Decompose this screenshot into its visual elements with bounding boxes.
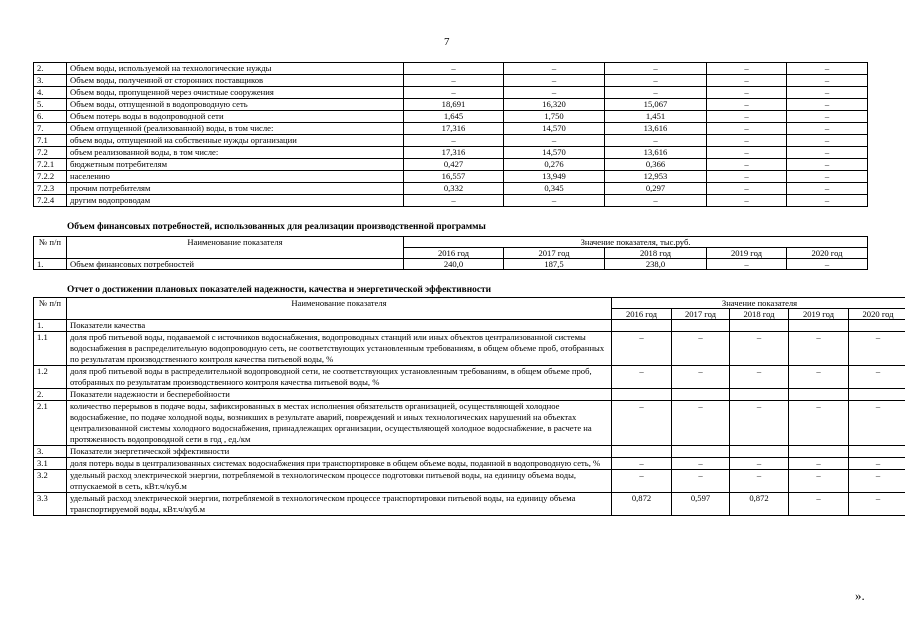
- indicator-name: Объем финансовых потребностей: [67, 259, 404, 270]
- row-number: 1.2: [34, 366, 67, 389]
- col-values-header: Значение показателя: [612, 298, 905, 309]
- row-number: 2.: [34, 63, 67, 75]
- section-row: [34, 446, 905, 458]
- col-num-header: № п/п: [34, 298, 67, 320]
- table-row: [34, 63, 868, 75]
- value-2018: 13,616: [605, 147, 707, 159]
- table-row: [34, 147, 868, 159]
- value-2017: –: [672, 401, 730, 446]
- table-row: [34, 195, 868, 207]
- row-number: 7.1: [34, 135, 67, 147]
- indicator-name: объем воды, отпущенной на собственные нужды организации: [67, 135, 404, 147]
- row-number: 1.: [34, 320, 67, 332]
- value-2020: –: [787, 147, 868, 159]
- value-2020: –: [849, 366, 905, 389]
- value-2020: –: [787, 75, 868, 87]
- year-header: 2017 год: [504, 248, 605, 259]
- empty-cell: [789, 446, 849, 458]
- section-row: [34, 320, 905, 332]
- value-2019: –: [707, 111, 787, 123]
- value-2017: 16,320: [504, 99, 605, 111]
- empty-cell: [730, 320, 789, 332]
- value-2016: –: [404, 195, 504, 207]
- value-2018: –: [730, 401, 789, 446]
- row-number: 7.2.4: [34, 195, 67, 207]
- value-2020: –: [787, 99, 868, 111]
- indicator-name: Объем воды, полученной от сторонних поставщиков: [67, 75, 404, 87]
- row-number: 3.3: [34, 493, 67, 516]
- value-2018: 13,616: [605, 123, 707, 135]
- table-row: [34, 135, 868, 147]
- year-header: 2018 год: [730, 309, 789, 320]
- indicator-name: доля потерь воды в централизованных системах водоснабжения при транспортировке в общем объеме воды, поданной в водопроводную сеть, %: [67, 458, 612, 470]
- value-2018: –: [730, 332, 789, 366]
- value-2018: 0,366: [605, 159, 707, 171]
- table-row: [34, 171, 868, 183]
- value-2019: –: [789, 493, 849, 516]
- closing-quote-mark: ».: [855, 588, 865, 603]
- value-2020: –: [787, 183, 868, 195]
- row-number: 7.2.1: [34, 159, 67, 171]
- value-2020: –: [787, 195, 868, 207]
- empty-cell: [612, 446, 672, 458]
- value-2016: 0,427: [404, 159, 504, 171]
- indicator-name: количество перерывов в подаче воды, зафиксированных в местах исполнения обязательств организацией, осуществляющей холодное водоснабжение, по подаче холодной воды, возникших в результате аварий, повреждений и иных технологических нарушений на объектах централизованной системы холодного водоснабжения, принадлежащих организации, осуществляющей холодное водоснабжение, в расчете на протяженность водопроводной сети в год , ед./км: [67, 401, 612, 446]
- value-2016: –: [404, 87, 504, 99]
- value-2017: 0,276: [504, 159, 605, 171]
- value-2017: –: [672, 470, 730, 493]
- value-2019: –: [707, 171, 787, 183]
- value-2019: –: [707, 99, 787, 111]
- table-row: [34, 123, 868, 135]
- row-number: 7.: [34, 123, 67, 135]
- value-2018: 1,451: [605, 111, 707, 123]
- table-row: [34, 111, 868, 123]
- value-2019: –: [707, 75, 787, 87]
- col-name-header: Наименование показателя: [67, 298, 612, 320]
- section-name: Показатели надежности и бесперебойности: [67, 389, 612, 401]
- value-2016: 16,557: [404, 171, 504, 183]
- row-number: 4.: [34, 87, 67, 99]
- year-header: 2016 год: [612, 309, 672, 320]
- empty-cell: [789, 389, 849, 401]
- row-number: 3.1: [34, 458, 67, 470]
- value-2019: –: [707, 63, 787, 75]
- table-row: [34, 470, 905, 493]
- value-2019: –: [707, 123, 787, 135]
- value-2019: –: [789, 366, 849, 389]
- page-number: 7: [444, 36, 450, 48]
- table-row: [34, 259, 868, 270]
- table-row: [34, 493, 905, 516]
- row-number: 2.1: [34, 401, 67, 446]
- empty-cell: [730, 446, 789, 458]
- value-2016: –: [404, 63, 504, 75]
- value-2016: 17,316: [404, 147, 504, 159]
- value-2016: –: [404, 135, 504, 147]
- table-row: [34, 99, 868, 111]
- value-2016: –: [404, 75, 504, 87]
- financial-needs-title: Объем финансовых потребностей, использованных для реализации производственной программы: [67, 222, 486, 232]
- value-2019: –: [707, 159, 787, 171]
- col-values-header: Значение показателя, тыс.руб.: [404, 237, 868, 248]
- row-number: 3.: [34, 446, 67, 458]
- empty-cell: [612, 389, 672, 401]
- water-volume-table: [33, 62, 868, 207]
- value-2018: 15,067: [605, 99, 707, 111]
- table-row: [34, 366, 905, 389]
- value-2020: –: [849, 401, 905, 446]
- year-header: 2016 год: [404, 248, 504, 259]
- value-2020: –: [849, 493, 905, 516]
- value-2018: –: [730, 458, 789, 470]
- indicator-name: удельный расход электрической энергии, потребляемой в технологическом процессе подготовки питьевой воды, на единицу объема воды, отпускаемой в сеть, кВт.ч/куб.м: [67, 470, 612, 493]
- row-number: 3.2: [34, 470, 67, 493]
- value-2018: –: [605, 63, 707, 75]
- table-row: [34, 87, 868, 99]
- value-2016: –: [612, 470, 672, 493]
- value-2020: –: [787, 111, 868, 123]
- value-2017: –: [504, 87, 605, 99]
- indicator-name: Объем потерь воды в водопроводной сети: [67, 111, 404, 123]
- value-2016: 17,316: [404, 123, 504, 135]
- value-2020: –: [787, 171, 868, 183]
- table-row: [34, 458, 905, 470]
- reliability-report-table: [33, 297, 905, 516]
- value-2016: 0,332: [404, 183, 504, 195]
- year-header: 2019 год: [789, 309, 849, 320]
- empty-cell: [612, 320, 672, 332]
- value-2018: 0,872: [730, 493, 789, 516]
- value-2018: –: [605, 87, 707, 99]
- value-2018: –: [605, 195, 707, 207]
- value-2020: –: [787, 123, 868, 135]
- table-row: [34, 332, 905, 366]
- table-row: [34, 183, 868, 195]
- value-2019: –: [707, 147, 787, 159]
- value-2020: –: [787, 159, 868, 171]
- value-2017: –: [504, 75, 605, 87]
- indicator-name: другим водопроводам: [67, 195, 404, 207]
- value-2019: –: [789, 470, 849, 493]
- value-2016: 1,645: [404, 111, 504, 123]
- value-2016: 240,0: [404, 259, 504, 270]
- value-2017: 14,570: [504, 123, 605, 135]
- year-header: 2019 год: [707, 248, 787, 259]
- year-header: 2020 год: [787, 248, 868, 259]
- value-2018: –: [730, 470, 789, 493]
- row-number: 3.: [34, 75, 67, 87]
- row-number: 1.: [34, 259, 67, 270]
- value-2017: –: [504, 195, 605, 207]
- value-2018: 12,953: [605, 171, 707, 183]
- value-2016: –: [612, 366, 672, 389]
- value-2020: –: [787, 259, 868, 270]
- section-row: [34, 389, 905, 401]
- value-2020: –: [849, 470, 905, 493]
- value-2017: 0,597: [672, 493, 730, 516]
- value-2018: –: [730, 366, 789, 389]
- section-name: Показатели энергетической эффективности: [67, 446, 612, 458]
- value-2018: –: [605, 135, 707, 147]
- empty-cell: [849, 320, 905, 332]
- indicator-name: Объем отпущенной (реализованной) воды, в том числе:: [67, 123, 404, 135]
- value-2018: 238,0: [605, 259, 707, 270]
- empty-cell: [672, 320, 730, 332]
- indicator-name: Объем воды, пропущенной через очистные сооружения: [67, 87, 404, 99]
- value-2019: –: [707, 135, 787, 147]
- table-row: [34, 75, 868, 87]
- value-2019: –: [707, 183, 787, 195]
- value-2016: 0,872: [612, 493, 672, 516]
- indicator-name: населению: [67, 171, 404, 183]
- value-2016: 18,691: [404, 99, 504, 111]
- empty-cell: [672, 446, 730, 458]
- value-2016: –: [612, 332, 672, 366]
- indicator-name: бюджетным потребителям: [67, 159, 404, 171]
- value-2019: –: [707, 195, 787, 207]
- value-2017: 187,5: [504, 259, 605, 270]
- value-2017: 1,750: [504, 111, 605, 123]
- row-number: 7.2.2: [34, 171, 67, 183]
- row-number: 6.: [34, 111, 67, 123]
- section-name: Показатели качества: [67, 320, 612, 332]
- indicator-name: доля проб питьевой воды в распределительной водопроводной сети, не соответствующих установленным требованиям, в общем объеме проб, отобранных по результатам производственного контроля качества питьевой воды, %: [67, 366, 612, 389]
- value-2020: –: [787, 87, 868, 99]
- reliability-report-title: Отчет о достижении плановых показателей надежности, качества и энергетической эффективности: [67, 285, 492, 295]
- year-header: 2018 год: [605, 248, 707, 259]
- indicator-name: удельный расход электрической энергии, потребляемой в технологическом процессе транспортировки питьевой воды, на единицу объема транспортируемой воды, кВт.ч/куб.м: [67, 493, 612, 516]
- col-num-header: № п/п: [34, 237, 67, 259]
- empty-cell: [672, 389, 730, 401]
- empty-cell: [849, 389, 905, 401]
- value-2019: –: [707, 259, 787, 270]
- value-2019: –: [789, 401, 849, 446]
- row-number: 7.2.3: [34, 183, 67, 195]
- indicator-name: Объем воды, используемой на технологические нужды: [67, 63, 404, 75]
- value-2019: –: [707, 87, 787, 99]
- value-2017: –: [672, 332, 730, 366]
- value-2017: 0,345: [504, 183, 605, 195]
- indicator-name: доля проб питьевой воды, подаваемой с источников водоснабжения, водопроводных станций или иных объектов централизованной системы водоснабжения в распределительную водопроводную сеть, не соответствующих установленным требованиям, в общем объеме проб, отобранных по результатам производственного контроля качества питьевой воды, %: [67, 332, 612, 366]
- indicator-name: прочим потребителям: [67, 183, 404, 195]
- value-2017: 14,570: [504, 147, 605, 159]
- value-2018: 0,297: [605, 183, 707, 195]
- empty-cell: [789, 320, 849, 332]
- value-2017: 13,949: [504, 171, 605, 183]
- empty-cell: [730, 389, 789, 401]
- row-number: 1.1: [34, 332, 67, 366]
- financial-needs-table: [33, 236, 868, 270]
- value-2017: –: [672, 458, 730, 470]
- value-2019: –: [789, 332, 849, 366]
- value-2016: –: [612, 458, 672, 470]
- table-row: [34, 401, 905, 446]
- value-2017: –: [504, 63, 605, 75]
- row-number: 2.: [34, 389, 67, 401]
- table-row: [34, 159, 868, 171]
- indicator-name: Объем воды, отпущенной в водопроводную сеть: [67, 99, 404, 111]
- value-2020: –: [849, 458, 905, 470]
- col-name-header: Наименование показателя: [67, 237, 404, 259]
- row-number: 5.: [34, 99, 67, 111]
- value-2019: –: [789, 458, 849, 470]
- row-number: 7.2: [34, 147, 67, 159]
- year-header: 2017 год: [672, 309, 730, 320]
- value-2017: –: [504, 135, 605, 147]
- value-2020: –: [787, 63, 868, 75]
- value-2020: –: [787, 135, 868, 147]
- value-2020: –: [849, 332, 905, 366]
- value-2016: –: [612, 401, 672, 446]
- empty-cell: [849, 446, 905, 458]
- value-2018: –: [605, 75, 707, 87]
- year-header: 2020 год: [849, 309, 905, 320]
- value-2017: –: [672, 366, 730, 389]
- indicator-name: объем реализованной воды, в том числе:: [67, 147, 404, 159]
